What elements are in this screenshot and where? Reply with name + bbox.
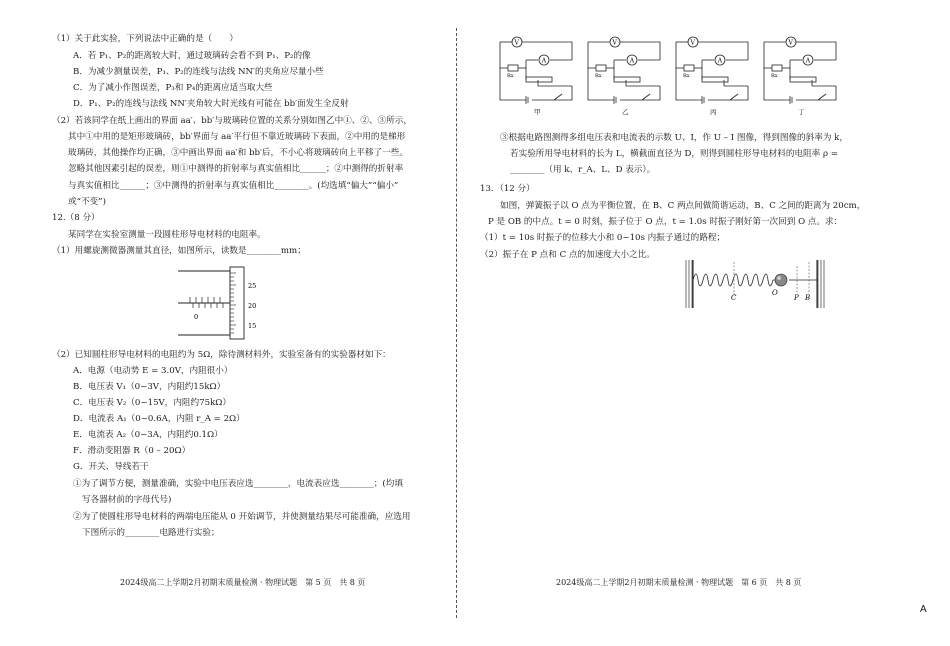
q13-heading: 13．（12 分） [480,184,535,194]
circuit-jia-label: 甲 [534,108,541,116]
q12-part1: （1）用螺旋测微器测量其直径，如图所示，读数是________mm； [52,246,306,256]
equipment-a: A．电源（电动势 E = 3.0V，内阻很小） [73,366,233,376]
circuit-bing [672,30,752,116]
q11-part1: （1）关于此实验，下列说法中正确的是（ ） [52,34,238,44]
micrometer-tick-25: 25 [248,282,257,290]
q11-part2-line3: 玻璃砖，其他操作均正确，③中画出界面 aa′和 bb′后，不小心将玻璃砖向上平移了一些。 [68,148,408,158]
q13-part1: （1）t = 10s 时振子的位移大小和 0~10s 内振子通过的路程； [480,233,726,243]
equipment-c: C．电压表 V₂（0~15V，内阻约75kΩ） [73,398,231,408]
q12-sub3-line3: ________（用 k、r_A、L、D 表示）。 [510,165,656,175]
circuit-ding-label: 丁 [798,108,805,116]
spring-oscillator-figure [684,256,834,312]
q11-part2-line5: 与真实值相比______；③中测得的折射率与真实值相比________。(均选填“偏大”“偏小” [68,181,399,191]
circuit-bing-v-label: V [690,39,695,47]
equipment-f: F．滑动变阻器 R（0 – 20Ω） [73,446,191,456]
corner-mark: A [920,604,927,615]
q12-intro: 某同学在实验室测量一段圆柱形导电材料的电阻率。 [68,230,266,240]
q11-part2-line4: 忽略其他因素引起的误差，则①中测得的折射率与真实值相比______；②中测得的折射率 [68,164,404,174]
micrometer-tick-15: 15 [248,322,257,330]
equipment-g: G．开关、导线若干 [73,462,149,472]
circuit-bing-label: 丙 [710,108,717,116]
circuit-yi [584,30,664,116]
circuit-yi-label: 乙 [622,108,629,116]
circuit-jia [496,30,576,116]
q11-part2-line1: （2）若该同学在纸上画出的界面 aa′、bb′与玻璃砖位置的关系分别如图乙中①、②、③所示， [52,116,412,126]
q13-text-line2: P 是 OB 的中点。t = 0 时刻，振子位于 O 点，t = 1.0s 时振子刚好第一次回到 O 点。求： [488,217,843,227]
q12-heading: 12.（8 分） [52,213,100,223]
left-page [0,0,450,646]
equipment-b: B．电压表 V₁（0~3V，内阻约15kΩ） [73,382,226,392]
q12-sub2-line1: ②为了使圆柱形导电材料的两端电压能从 0 开始调节，并使测量结果尽可能准确，应选用 [73,512,411,522]
circuit-jia-v-label: V [514,39,519,47]
q12-sub2-line2: 下图所示的________电路进行实验； [82,528,220,538]
q13-part2: （2）振子在 P 点和 C 点的加速度大小之比。 [480,250,655,260]
circuit-ding-rx-label: Rx [771,73,778,79]
q12-part2: （2）已知圆柱形导电材料的电阻约为 5Ω，除待测材料外，实验室备有的实验器材如下： [52,350,391,360]
spring-label-b: B [805,294,811,302]
right-footer: 2024级高二上学期2月初期末质量检测 · 物理试题 第 6 页 共 8 页 [556,578,802,587]
circuit-jia-a-label: A [541,57,547,65]
spring-label-o: O [772,289,778,297]
q11-part2-line6: 或“不变”) [68,197,106,207]
micrometer-figure [176,265,286,341]
option-c: C．为了减小作图误差，P₃和 P₄的距离应适当取大些 [73,83,273,93]
circuit-yi-a-label: A [629,57,635,65]
micrometer-tick-20: 20 [248,302,257,310]
micrometer-zero-label: 0 [194,313,199,321]
q12-sub3-line2: 若实验所用导电材料的长为 L，横截面直径为 D，则得到圆柱形导电材料的电阻率 ρ = [510,149,838,159]
circuit-yi-rx-label: Rx [595,73,602,79]
spring-label-c: C [731,294,737,302]
circuit-bing-rx-label: Rx [683,73,690,79]
spring-label-p: P [794,294,799,302]
circuit-ding-v-label: V [788,39,793,47]
option-d: D．P₁、P₂的连线与法线 NN′夹角较大时光线有可能在 bb′面发生全反射 [73,99,349,109]
circuit-yi-v-label: V [612,39,617,47]
circuit-ding-a-label: A [805,57,811,65]
q11-part2-line2: 其中①中用的是矩形玻璃砖，bb′界面与 aa′平行但不靠近玻璃砖下表面，②中用的是梯形 [68,132,406,142]
q13-text-line1: 如图，弹簧振子以 O 点为平衡位置，在 B、C 两点间做简谐运动，B、C 之间的距离为 20cm， [500,201,866,211]
left-footer: 2024级高二上学期2月初期末质量检测 · 物理试题 第 5 页 共 8 页 [120,578,366,587]
circuit-bing-a-label: A [717,57,723,65]
circuit-ding [760,30,840,116]
q12-sub1-line2: 写各器材前的字母代号) [82,495,172,505]
equipment-d: D．电流表 A₁（0~0.6A，内阻 r_A = 2Ω） [73,414,245,424]
q12-sub1-line1: ①为了调节方便，测量准确，实验中电压表应选________，电流表应选________；(均填 [73,479,403,489]
option-a: A．若 P₁、P₂的距离较大时，通过玻璃砖会看不到 P₁、P₂的像 [73,51,311,61]
q12-sub3-line1: ③根据电路图测得多组电压表和电流表的示数 U、I，作 U – I 图像，得到图像的斜率为 k， [500,133,848,143]
page-divider [456,28,457,618]
option-b: B．为减少测量误差，P₁、P₂的连线与法线 NN′的夹角应尽量小些 [73,67,324,77]
equipment-e: E．电流表 A₂（0~3A，内阻约0.1Ω） [73,430,223,440]
circuit-jia-rx-label: Rx [507,73,514,79]
right-page [478,0,950,646]
